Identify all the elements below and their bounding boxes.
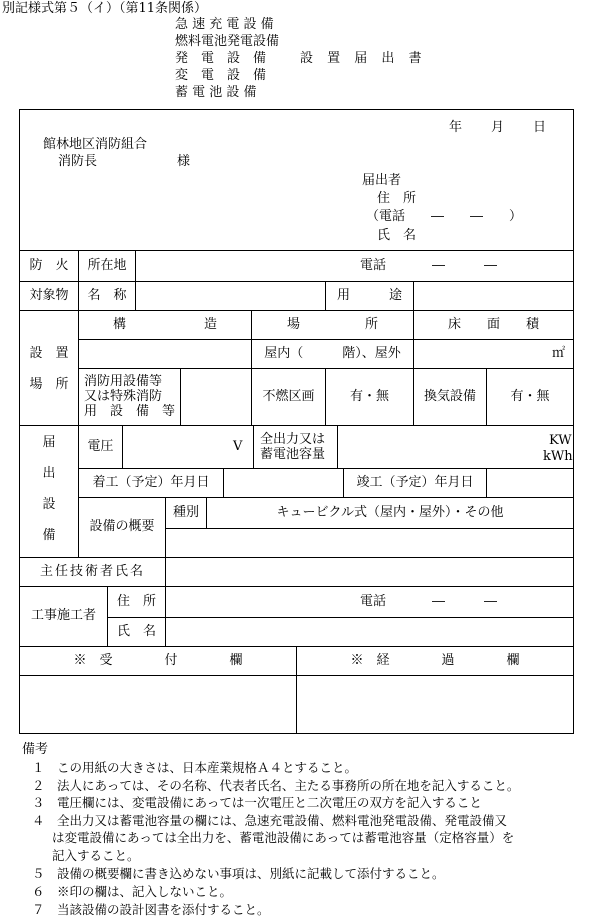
fire-equipment-label: 消防用設備等 又は特殊消防 用 設 備 等 [84, 374, 176, 419]
todoke-char-1: 届 [42, 434, 56, 450]
structure-header: 構 造 [112, 316, 217, 332]
hline [165, 528, 574, 529]
honorific: 様 [177, 154, 191, 169]
vline [165, 557, 166, 646]
date-field[interactable]: 年 月 日 [449, 120, 548, 135]
note-1: １ この用紙の大きさは、日本産業規格Ａ４とすること。 [32, 760, 358, 775]
setti-label-1: 設 置 [29, 345, 69, 361]
type-label: 種別 [172, 504, 199, 520]
total-output-label: 全出力又は 蓄電池容量 [260, 432, 326, 462]
title-line-2: 燃料電池発電設備 [175, 34, 280, 49]
addressee: 消防長 [58, 154, 98, 169]
receipt-header: ※ 受 付 欄 [73, 652, 243, 668]
note-6: ６ ※印の欄は、記入しないこと。 [32, 884, 233, 899]
hline [19, 733, 574, 734]
vline [413, 281, 414, 310]
applicant-name-label: 氏 名 [377, 228, 417, 243]
indoor-outdoor-field[interactable]: 屋内（ 階）、屋外 [264, 345, 401, 361]
bouka-label-1: 防 火 [29, 257, 69, 273]
volt-unit: V [233, 438, 243, 454]
note-4-cont: は変電設備にあっては全出力を、蓄電池設備にあっては蓄電池容量（定格容量）を [52, 830, 515, 845]
note-3: ３ 電圧欄には、変電設備にあっては一次電圧と二次電圧の双方を記入すること [32, 795, 482, 810]
addressee-org: 館林地区消防組合 [43, 137, 148, 152]
todoke-char-4: 備 [42, 527, 56, 543]
voltage-label: 電圧 [87, 438, 114, 454]
engineer-label: 主任技術者氏名 [39, 563, 145, 579]
vline [180, 368, 181, 425]
kw-unit: KW [549, 433, 572, 448]
note-5: ５ 設備の概要欄に書き込めない事項は、別紙に記載して添付すること。 [32, 866, 445, 881]
location-label: 所在地 [87, 257, 127, 273]
title-line-4: 変 電 設 備 [175, 68, 267, 83]
hline [107, 617, 574, 618]
contractor-name-label: 氏 名 [116, 623, 156, 639]
title-line-5: 蓄 電 池 設 備 [175, 85, 257, 100]
kwh-unit: kWh [543, 449, 573, 464]
applicant-phone[interactable]: （電話 ― ― ） [366, 209, 523, 224]
bouka-label-2: 対象物 [29, 287, 69, 303]
doc-name: 設 置 届 出 書 [300, 51, 427, 66]
applicant-address-label: 住 所 [377, 191, 417, 206]
vline [337, 425, 338, 468]
vline [122, 425, 123, 468]
type-choice[interactable]: キュービクル式（屋内・屋外）・その他 [276, 504, 504, 520]
note-4: ４ 全出力又は蓄電池容量の欄には、急速充電設備、燃料電池発電設備、発電設備又 [32, 813, 508, 828]
title-line-1: 急 速 充 電 設 備 [175, 17, 274, 32]
location-phone-field[interactable]: ― ― [432, 257, 498, 273]
note-2: ２ 法人にあっては、その名称、代表者氏名、主たる事務所の所在地を記入すること。 [32, 778, 520, 793]
progress-header: ※ 経 過 欄 [350, 652, 520, 668]
vline [486, 468, 487, 497]
note-4-cont2: 記入すること。 [52, 848, 140, 863]
fire-partition-label: 不燃区画 [262, 388, 315, 404]
start-date-label: 着工（予定）年月日 [92, 474, 210, 490]
name-label: 名 称 [87, 287, 127, 303]
hline [19, 109, 574, 110]
ventilation-choice[interactable]: 有・無 [510, 388, 550, 404]
todoke-char-3: 設 [42, 496, 56, 512]
vline [253, 425, 254, 468]
vline [223, 468, 224, 497]
use-label: 用 途 [336, 287, 402, 303]
sqm-unit: ㎡ [552, 345, 566, 361]
place-header: 場 所 [286, 316, 378, 332]
vline [573, 109, 574, 734]
overview-label: 設備の概要 [89, 519, 155, 535]
contractor-address-label: 住 所 [116, 593, 156, 609]
location-phone-label: 電話 [360, 257, 387, 273]
contractor-phone-field[interactable]: ― ― [432, 593, 498, 609]
note-7: ７ 当該設備の設計図書を添付すること。 [32, 902, 270, 917]
fire-partition-choice[interactable]: 有・無 [349, 388, 389, 404]
notes-title: 備考 [22, 742, 49, 757]
end-date-label: 竣工（予定）年月日 [356, 474, 474, 490]
contractor-label: 工事施工者 [30, 608, 96, 624]
applicant-label: 届出者 [362, 173, 402, 188]
setti-label-2: 場 所 [29, 376, 69, 392]
form-id: 別記様式第５（イ）（第11条関係） [2, 1, 208, 16]
todoke-char-2: 出 [42, 465, 56, 481]
ventilation-label: 換気設備 [423, 388, 476, 404]
contractor-phone-label: 電話 [360, 593, 387, 609]
vline [135, 250, 136, 310]
floor-area-header: 床 面 積 [447, 316, 539, 332]
title-line-3: 発 電 設 備 [175, 51, 267, 66]
